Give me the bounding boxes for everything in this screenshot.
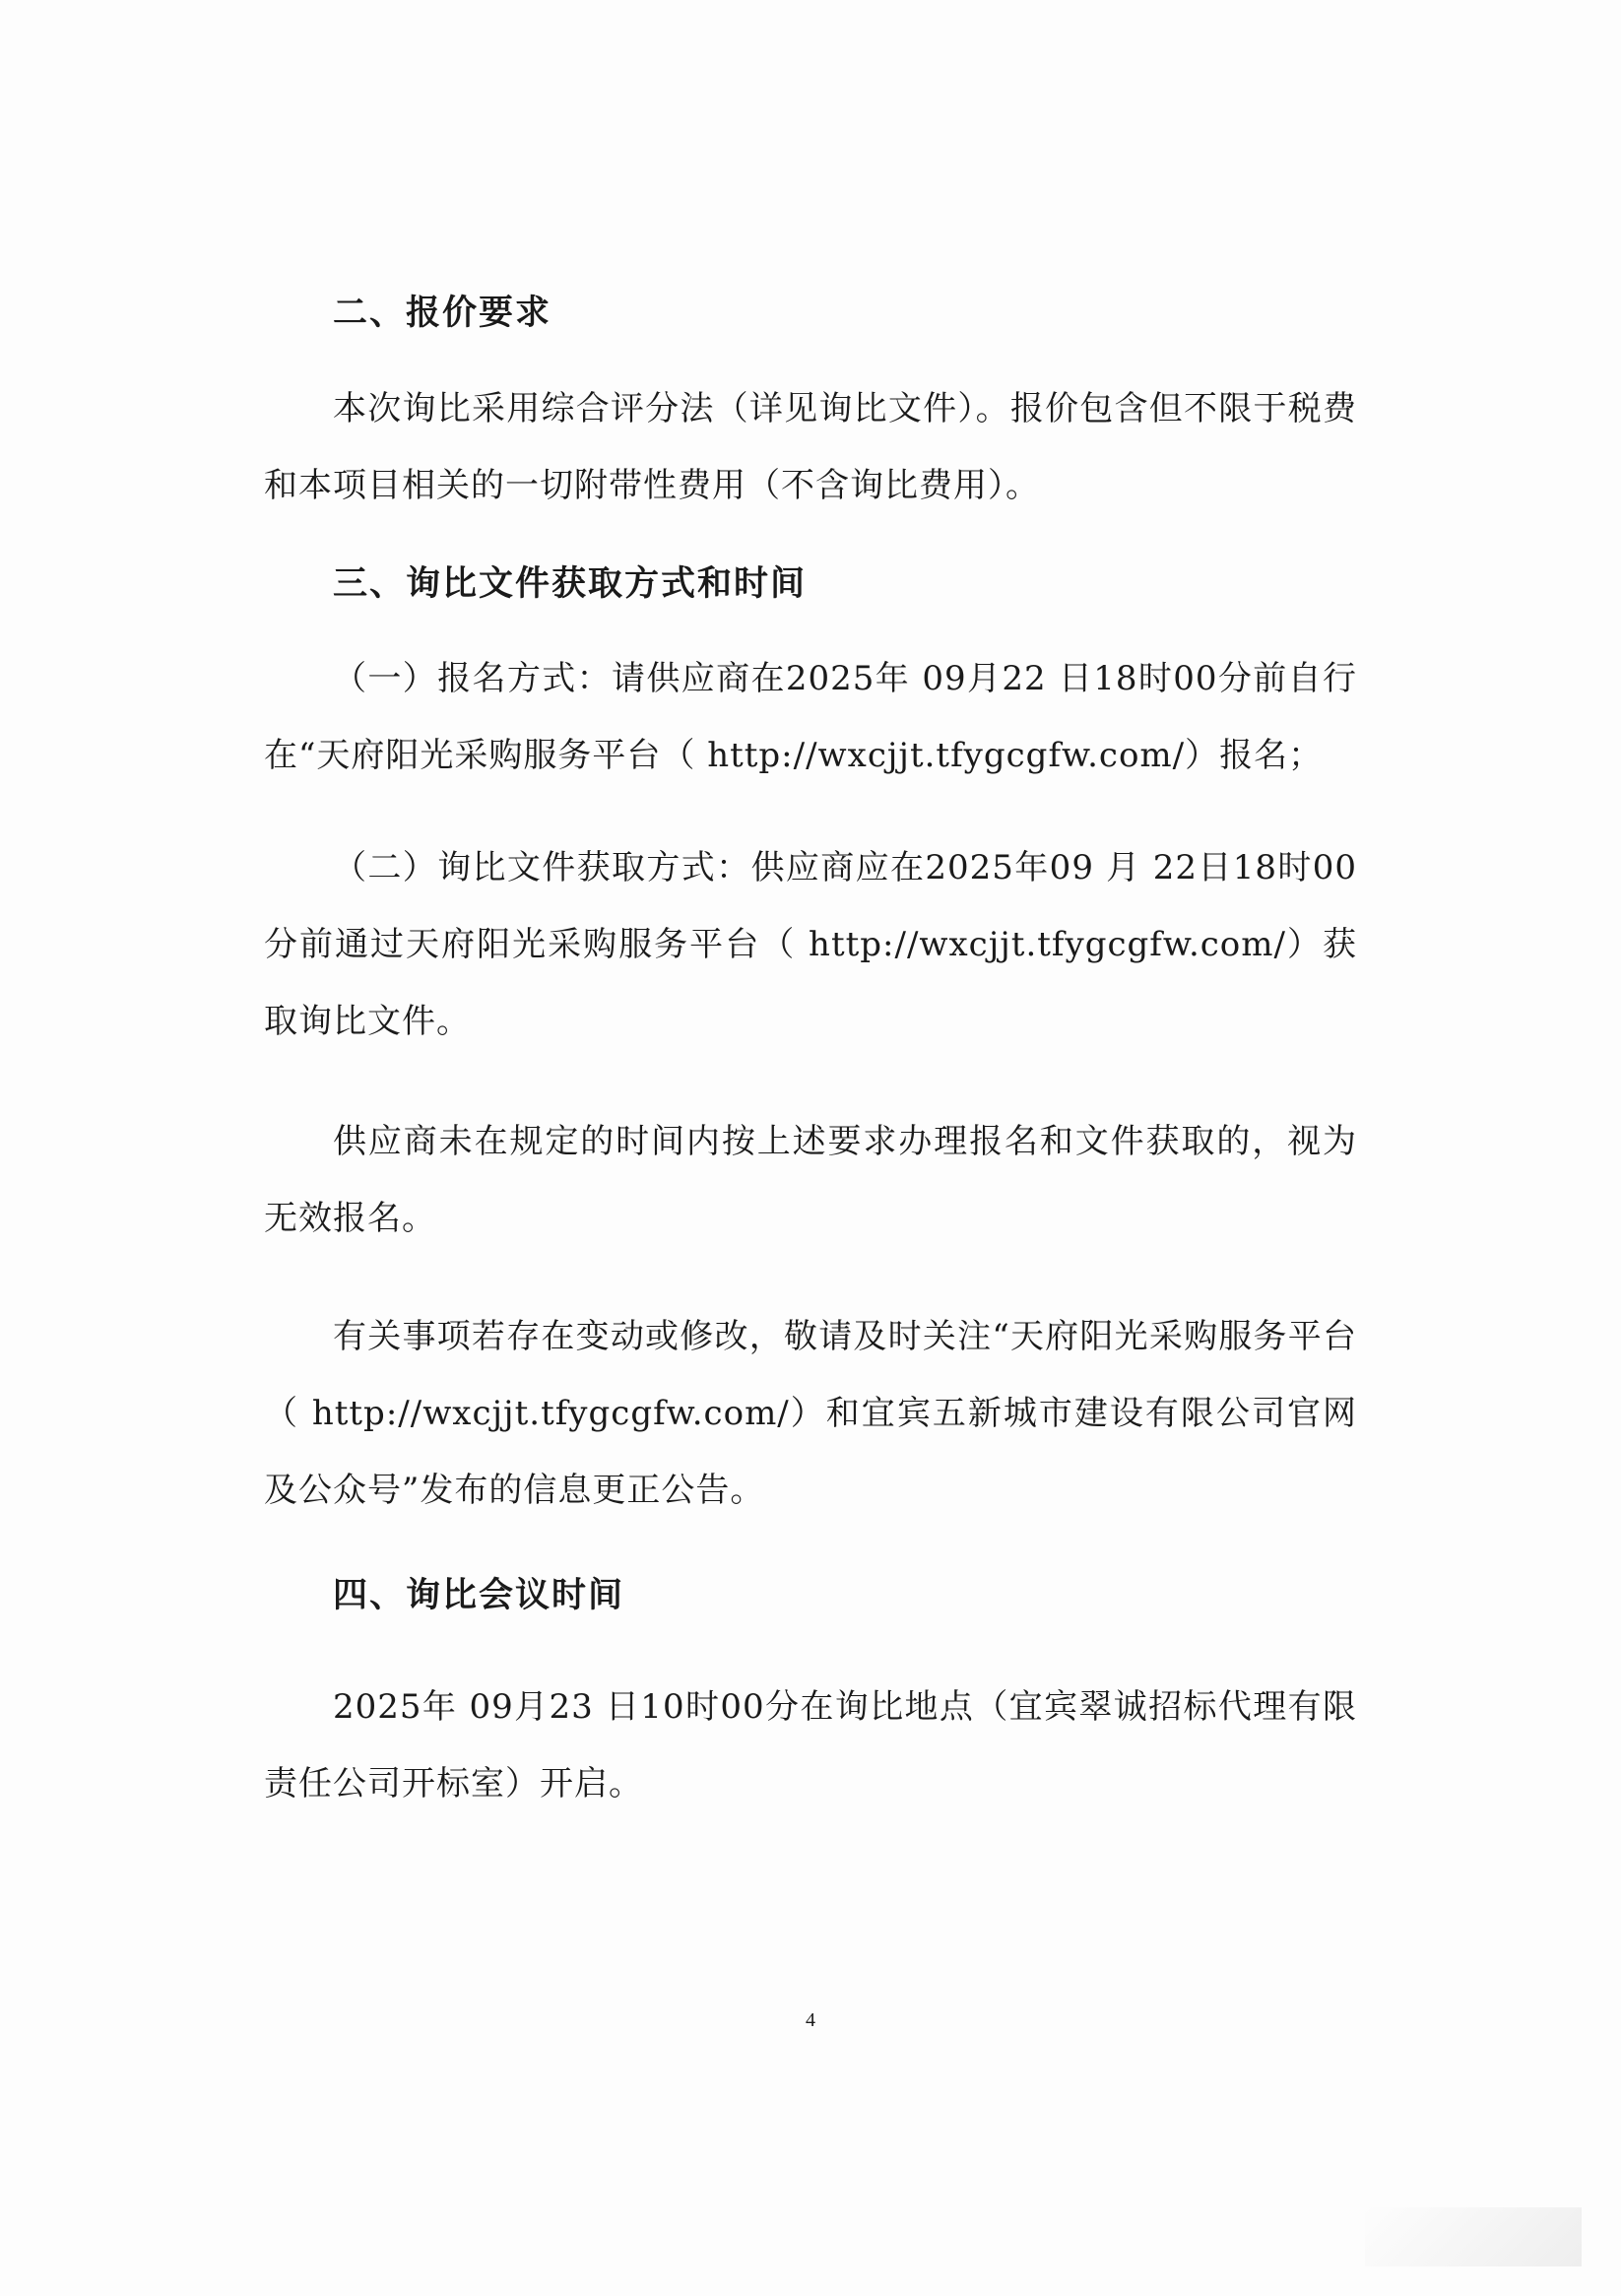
meeting-time-block [264, 1669, 1357, 1822]
heading-quote-requirements: 二、报价要求 [333, 293, 552, 333]
page-number: 4 [806, 2009, 815, 2031]
quote-requirements-paragraph: 本次询比采用综合评分法（详见询比文件）。报价包含但不限于税费和本项目相关的一切附带性费用（不含询比费用）。 [264, 389, 1357, 505]
meeting-time-paragraph: 2025年 09月23 日10时00分在询比地点（宜宾翠诚招标代理有限责任公司开标室）开启。 [264, 1687, 1357, 1804]
notice-updates-paragraph: 有关事项若存在变动或修改，敬请及时关注“天府阳光采购服务平台（ http://wxcjjt.tfygcgfw.com/）和宜宾五新城市建设有限公司官网及公众号”发布的信息更正公告。 [264, 1317, 1357, 1510]
registration-paragraph: （一）报名方式：请供应商在2025年 09月22 日18时00分前自行在“天府阳光采购服务平台（ http://wxcjjt.tfygcgfw.com/）报名； [264, 659, 1357, 775]
notice-updates-block [264, 1298, 1357, 1529]
document-acquisition-paragraph: （二）询比文件获取方式：供应商应在2025年09 月 22日18时00分前通过天府阳光采购服务平台（ http://wxcjjt.tfygcgfw.com/）获取询比文件。 [264, 848, 1357, 1041]
scan-shadow [1365, 2207, 1582, 2266]
invalid-registration-paragraph: 供应商未在规定的时间内按上述要求办理报名和文件获取的，视为无效报名。 [264, 1122, 1357, 1238]
heading-meeting-time: 四、询比会议时间 [333, 1575, 625, 1615]
quote-requirements-block [264, 370, 1357, 524]
invalid-registration-block [264, 1103, 1357, 1257]
heading-document-acquisition: 三、询比文件获取方式和时间 [333, 563, 808, 604]
registration-block [264, 640, 1357, 794]
document-acquisition-block [264, 829, 1357, 1060]
